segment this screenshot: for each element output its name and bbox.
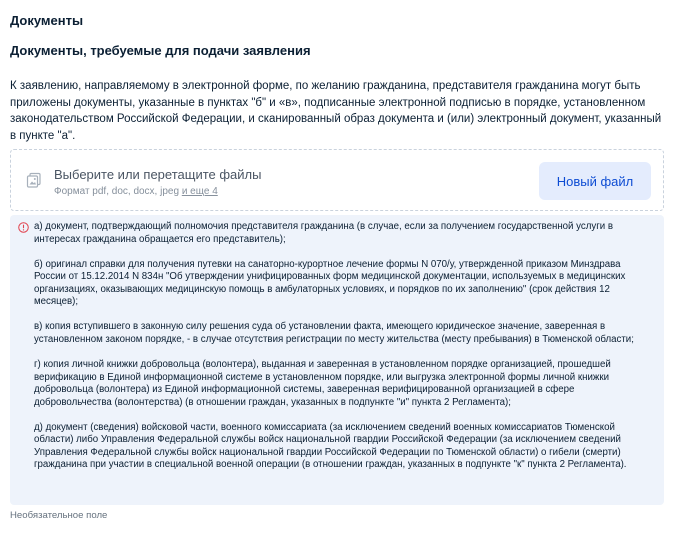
new-file-button[interactable]: Новый файл bbox=[539, 162, 651, 200]
info-paragraph-a: а) документ, подтверждающий полномочия представителя гражданина (в случае, если за получением государственной услуги в интересах гражданина обращается его представитель); bbox=[34, 221, 614, 245]
section-title: Документы bbox=[10, 13, 84, 28]
info-paragraph-b: б) оригинал справки для получения путевки на санаторно-курортное лечение формы N 070/у, утвержденной приказом Минздрава России от 15.12.2014 N 834н "Об утверждении унифицированных форм медицинской документации, используемых в медицинских организациях, оказывающих медицинскую помощь в амбулаторных условиях, и порядков по их заполнению" (срок действия 12 месяцев); bbox=[34, 258, 626, 308]
info-paragraph-g: г) копия личной книжки добровольца (волонтера), выданная и заверенная в установленном порядке организацией, прошедшей верификацию в Единой информационной системе в установленном порядке, или выгрузка электронной формы личной книжки добровольца (волонтера) из Единой информационной системы, заверенная верифицированной организацией в сфере добровольчества (волонтерства) (в отношении граждан, указанных в подпункте "и" пункта 2 Регламента); bbox=[34, 358, 611, 408]
optional-field-label: Необязательное поле bbox=[10, 510, 108, 521]
alert-circle-icon bbox=[18, 222, 29, 233]
documents-description: К заявлению, направляемому в электронной форме, по желанию гражданина, представителя гражданина могут быть приложены документы, указанные в пунктах "б" и «в», подписанные электронной подписью в порядке, установленном законодательством Российской Федерации, и сканированный образ документа и (или) электронный документ, указанный в пункте "а". bbox=[10, 80, 662, 142]
info-paragraph-v: в) копия вступившего в законную силу решения суда об установлении факта, имеющего юридическое значение, заверенная в установленном законом порядке, - в случае отсутствия регистрации по месту жительства (месту пребывания) в Тюменской области; bbox=[34, 321, 634, 345]
more-formats-link[interactable]: и еще 4 bbox=[181, 186, 218, 197]
info-paragraph-d: д) документ (сведения) войсковой части, военного комиссариата (за исключением сведений военных комиссариатов Тюменской области) либо Управления Федеральной службы войск национальной гвардии Российской Федерации (за исключением сведений Управления Федеральной службы войск национальной гвардии Российской Федерации по Тюменской области) о гибели (смерти) гражданина при участии в специальной военной операции (в отношении граждан, указанных в подпункте "к" пункта 2 Регламента). bbox=[34, 421, 627, 471]
dropzone-title: Выберите или перетащите файлы bbox=[54, 167, 262, 182]
documents-info-box bbox=[10, 215, 664, 505]
documents-subtitle: Документы, требуемые для подачи заявления bbox=[10, 43, 311, 58]
dropzone-format-hint bbox=[54, 186, 218, 197]
file-upload-icon bbox=[26, 172, 42, 188]
dropzone-formats: Формат pdf, doc, docx, jpeg bbox=[54, 186, 180, 197]
file-dropzone[interactable] bbox=[10, 149, 664, 211]
